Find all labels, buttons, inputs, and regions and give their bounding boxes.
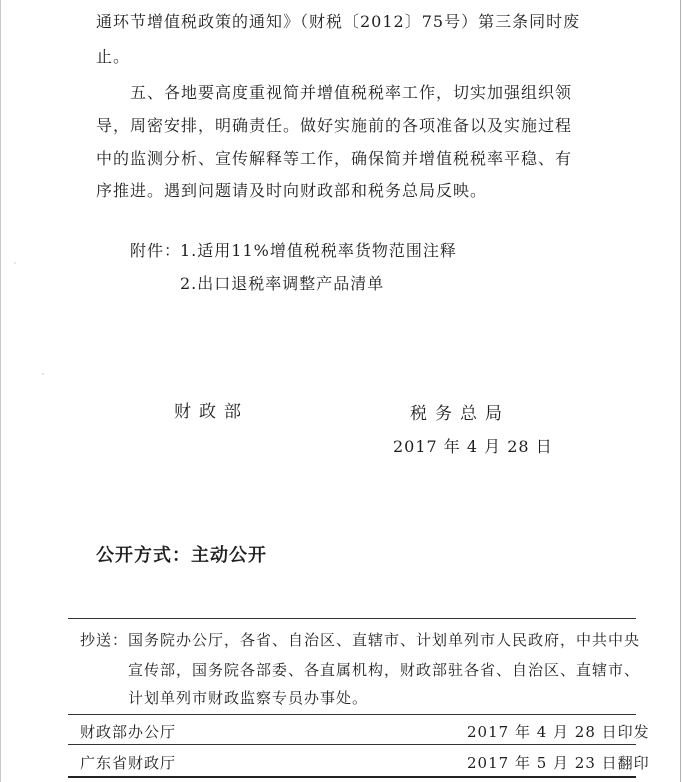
issue-date: 2017 年 4 月 28 日 [393,437,553,456]
signature-ministry-of-finance: 财政部 [174,402,249,422]
footer-bottom-rule [68,776,636,778]
signature-tax-administration: 税务总局 [410,404,510,424]
scan-speck [14,262,16,264]
footer-middle-rule [68,744,636,745]
footer-org-2: 广东省财政厅 [80,754,177,772]
attachments-label: 附件： [130,241,182,260]
cc-top-rule [68,618,636,619]
page-border-left [0,0,1,782]
cc-line-3: 计划单列市财政监察专员办事处。 [128,689,369,707]
disclosure-method: 公开方式：主动公开 [96,545,267,566]
body-line-5: 中的监测分析、宣传解释等工作，确保简并增值税税率平稳、有 [96,149,573,168]
page-border-right [680,0,681,782]
cc-bottom-rule [68,714,636,715]
attachment-item-1: 1.适用11%增值税税率货物范围注释 [180,241,457,260]
cc-line-1: 抄送：国务院办公厅，各省、自治区、直辖市、计划单列市人民政府，中共中央 [80,631,641,649]
body-line-6: 序推进。遇到问题请及时向财政部和税务总局反映。 [96,181,488,200]
attachment-item-2: 2.出口退税率调整产品清单 [180,274,385,293]
cc-line-2: 宣传部，国务院各部委、各直属机构，财政部驻各省、自治区、直辖市、 [128,661,641,679]
body-line-2: 止。 [96,47,131,66]
footer-date-1: 2017 年 4 月 28 日印发 [467,723,650,741]
body-line-3: 五、各地要高度重视简并增值税税率工作，切实加强组织领 [130,83,573,102]
footer-org-1: 财政部办公厅 [80,723,177,741]
body-line-1: 通环节增值税政策的通知》（财税〔2012〕75号）第三条同时废 [96,12,581,31]
body-line-4: 导，周密安排，明确责任。做好实施前的各项准备以及实施过程 [96,116,573,135]
scan-speck [42,373,44,375]
footer-date-2: 2017 年 5 月 23 日翻印 [467,754,650,772]
